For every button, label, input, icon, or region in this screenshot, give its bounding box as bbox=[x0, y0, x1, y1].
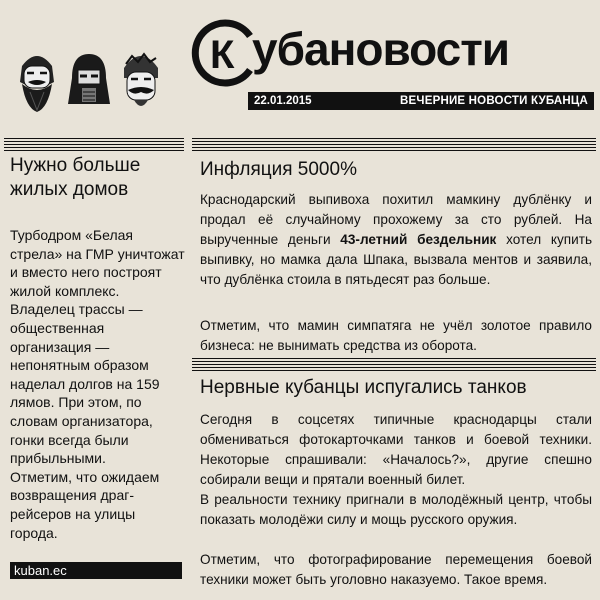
sidebar-article bbox=[4, 138, 184, 598]
article-title-tanks[interactable]: Нервные кубанцы испугались танков bbox=[200, 377, 527, 398]
article-tanks-paragraph-1: Сегодня в соцсетях типичные краснодарцы стали обмениваться фотокарточками танков и боевой техники. Некоторые спрашивали: «Началось?», другие спешно собирали вещи и прятали военный билет. bbox=[200, 412, 592, 487]
article-inflation-paragraph-1 bbox=[200, 190, 592, 290]
sidebar-title[interactable]: Нужно больше жилых домов bbox=[10, 155, 141, 200]
article-tanks-paragraph-2: В реальности технику пригнали в молодёжный центр, чтобы показать молодёжи силу и мощь русского оружия. bbox=[200, 492, 592, 527]
mask-mustache-icon bbox=[118, 48, 164, 114]
site-logo[interactable] bbox=[190, 18, 600, 98]
article-tanks-paragraph-3: Отметим, что фотографирование перемещения боевой техники может быть уголовно наказуемо. Такое время. bbox=[200, 552, 592, 587]
logo-text: убановости bbox=[252, 23, 510, 75]
sidebar-body: Турбодром «Белая стрела» на ГМР уничтожат и вместо него построят жилой комплекс. Владелец трассы — общественная организация — непонятным образом наделал долгов на 159 лямов. При этом, по словам организатора, гонки всегда были прибыльными. Отметим, что ожидаем возвращения драг-рейсеров на улицы города. bbox=[10, 227, 185, 541]
site-url-link[interactable]: kuban.ec bbox=[10, 562, 182, 579]
logo-letter: К bbox=[210, 33, 235, 77]
article-inflation-p1-bold: 43-летний бездельник bbox=[340, 232, 497, 247]
dateline-bar bbox=[248, 92, 594, 110]
article-inflation-p1-text: Краснодарский выпивоха похитил мамкину дублёнку и продал её случайному прохожему за сто рублей. На вырученные деньги bbox=[200, 192, 592, 247]
logo-k-emblem-icon bbox=[190, 18, 260, 88]
mascot-masks bbox=[14, 48, 164, 114]
tagline: ВЕЧЕРНИЕ НОВОСТИ КУБАНЦА bbox=[400, 95, 588, 107]
masthead bbox=[0, 0, 600, 118]
issue-date: 22.01.2015 bbox=[254, 95, 312, 107]
article-title-inflation[interactable]: Инфляция 5000% bbox=[200, 159, 357, 180]
main-column bbox=[192, 138, 596, 598]
article-inflation-paragraph-2: Отметим, что мамин симпатяга не учёл золотое правило бизнеса: не вынимать средства из оборота. bbox=[200, 318, 592, 353]
mask-helmet-icon bbox=[66, 48, 112, 114]
article-inflation-p1-text-end: хотел купить выпивку, но мамка дала Шпака, вызвала ментов и заявила, что дублёнка стоила в пятьдесят раз больше. bbox=[200, 232, 593, 287]
mask-bearded-icon bbox=[14, 48, 60, 114]
